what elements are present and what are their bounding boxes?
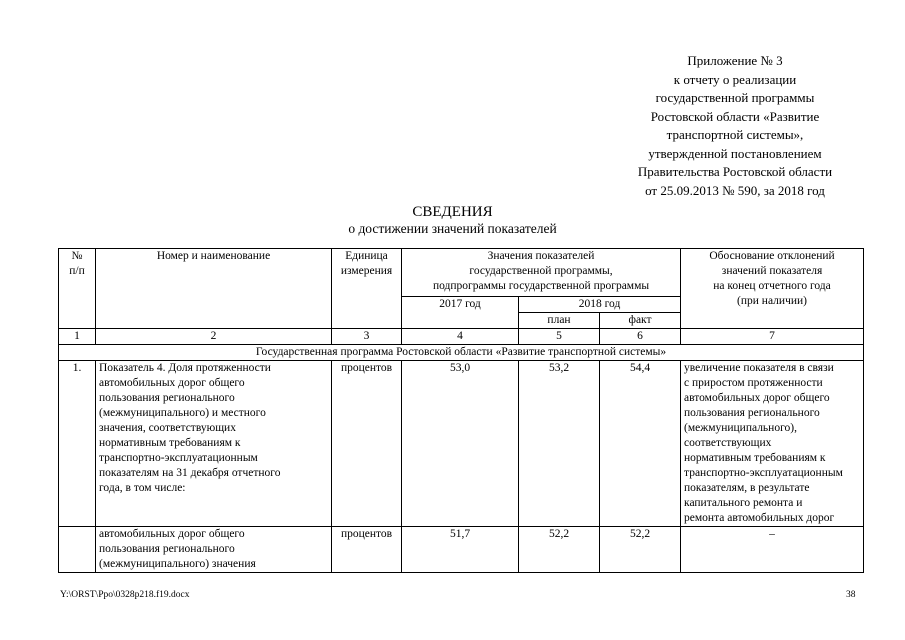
row-reason: – xyxy=(681,527,864,573)
row-value-plan: 52,2 xyxy=(519,527,600,573)
column-number: 2 xyxy=(96,329,332,345)
row-num: 1. xyxy=(59,361,96,527)
appendix-line: транспортной системы», xyxy=(666,127,804,142)
document-heading xyxy=(0,203,905,237)
section-title: Государственная программа Ростовской области «Развитие транспортной системы» xyxy=(59,345,864,361)
header-values-group: Значения показателей государственной программы, подпрограммы государственной программы xyxy=(402,249,681,297)
row-value-plan: 53,2 xyxy=(519,361,600,527)
row-value-fact: 52,2 xyxy=(600,527,681,573)
header-name: Номер и наименование xyxy=(96,249,332,329)
appendix-line: государственной программы xyxy=(655,90,815,105)
appendix-line: Правительства Ростовской области xyxy=(637,164,833,179)
document-title: СВЕДЕНИЯ xyxy=(412,204,493,220)
row-unit: процентов xyxy=(332,527,402,573)
column-number: 4 xyxy=(402,329,519,345)
appendix-line: от 25.09.2013 № 590, за 2018 год xyxy=(645,182,825,198)
header-plan: план xyxy=(519,313,600,329)
header-fact: факт xyxy=(600,313,681,329)
header-year-2018: 2018 год xyxy=(519,297,681,313)
header-reason: Обоснование отклонений значений показателя на конец отчетного года (при наличии) xyxy=(681,249,864,329)
column-number: 6 xyxy=(600,329,681,345)
table-row xyxy=(59,527,864,573)
appendix-line: Приложение № 3 xyxy=(687,53,783,68)
column-numbers-row xyxy=(59,329,864,345)
footer-file-path: Y:\ORST\Ppo\0328p218.f19.docx xyxy=(60,590,190,600)
table-row xyxy=(59,361,864,527)
indicators-table xyxy=(58,248,864,573)
page-number: 38 xyxy=(846,590,856,600)
appendix-line: к отчету о реализации xyxy=(673,71,797,87)
column-number: 7 xyxy=(681,329,864,345)
row-reason: увеличение показателя в связи с приростом протяженности автомобильных дорог общего пользования регионального (межмуниципального), соответствующих нормативным требованиям к транспортно-эксплуатационным показателям, в результате капитального ремонта и ремонта автомобильных дорог xyxy=(681,361,864,527)
row-value-2017: 51,7 xyxy=(402,527,519,573)
column-number: 3 xyxy=(332,329,402,345)
appendix-line: Ростовской области «Развитие xyxy=(650,108,820,124)
row-num xyxy=(59,527,96,573)
row-value-fact: 54,4 xyxy=(600,361,681,527)
header-year-2017: 2017 год xyxy=(402,297,519,329)
row-unit: процентов xyxy=(332,361,402,527)
appendix-caption xyxy=(560,52,905,200)
column-number: 1 xyxy=(59,329,96,345)
row-name: автомобильных дорог общего пользования регионального (межмуниципального) значения xyxy=(96,527,332,573)
header-num: № п/п xyxy=(59,249,96,329)
appendix-line: утвержденной постановлением xyxy=(648,145,822,161)
row-value-2017: 53,0 xyxy=(402,361,519,527)
row-name: Показатель 4. Доля протяженности автомобильных дорог общего пользования регионального (межмуниципального) и местного значения, соответствующих нормативным требованиям к транспортно-эксплуатационным показателям на 31 декабря отчетного года, в том числе: xyxy=(96,361,332,527)
document-subtitle: о достижении значений показателей xyxy=(348,221,557,236)
header-unit: Единица измерения xyxy=(332,249,402,329)
column-number: 5 xyxy=(519,329,600,345)
